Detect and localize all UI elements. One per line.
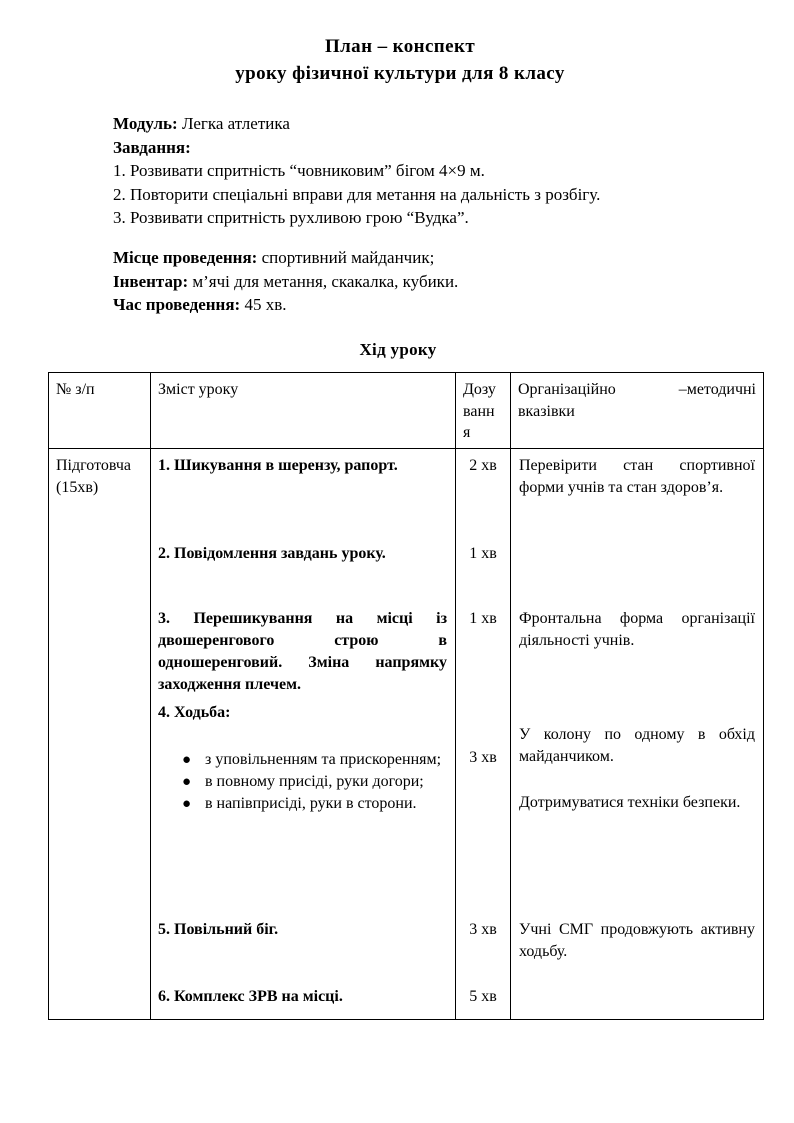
task-item-3: 3. Розвивати спритність рухливою грою “Вудка”. xyxy=(113,208,469,227)
task-item-2: 2. Повторити спеціальні вправи для метання на дальність з розбігу. xyxy=(113,184,601,204)
dose-value-2: 1 хв xyxy=(469,544,497,562)
table-row xyxy=(49,448,764,1019)
duration-row xyxy=(113,293,713,317)
note-1: Перевірити стан спортивної форми учнів та стан здоров’я. xyxy=(519,456,755,496)
module-row xyxy=(113,112,713,136)
task-item-1: 1. Розвивати спритність “човниковим” бігом 4×9 м. xyxy=(113,161,485,180)
note-2: Фронтальна форма організації діяльності учнів. xyxy=(519,609,755,649)
venue-label: Місце проведення: xyxy=(113,248,258,267)
bullet-text-1: з уповільненням та прискоренням; xyxy=(205,750,442,768)
cell-content xyxy=(151,448,456,1019)
dose-value-4: 3 хв xyxy=(469,748,497,766)
content-item-5: 5. Повільний біг. xyxy=(158,920,279,938)
header-notes-line-1a: Організаційно xyxy=(518,381,616,398)
header-cell-content: Зміст уроку xyxy=(151,373,456,449)
duration-value: 45 хв. xyxy=(244,295,287,314)
venue-row xyxy=(113,246,713,270)
list-item xyxy=(158,749,447,771)
module-value: Легка атлетика xyxy=(181,114,290,133)
lesson-plan-table xyxy=(48,372,764,1020)
bullet-icon: ● xyxy=(182,773,192,790)
content-item-1: 1. Шикування в шерензу, рапорт. xyxy=(158,456,398,474)
header-notes-line-2: вказівки xyxy=(518,402,575,420)
list-item xyxy=(158,793,447,815)
section-heading: Хід уроку xyxy=(359,340,437,359)
cell-dose xyxy=(456,448,511,1019)
bullet-text-2: в повному присіді, руки догори; xyxy=(205,772,424,790)
part-duration: (15хв) xyxy=(56,478,99,496)
title-line-2: уроку фізичної культури для 8 класу xyxy=(235,63,565,84)
lesson-meta xyxy=(113,112,713,230)
header-dose-line-1: Дозу xyxy=(463,381,496,398)
bullet-icon: ● xyxy=(182,795,192,812)
title-line-1: План – конспект xyxy=(324,36,476,57)
dose-value-6: 5 хв xyxy=(469,987,497,1005)
tasks-label: Завдання: xyxy=(113,137,191,157)
note-4: Дотримуватися техніки безпеки. xyxy=(519,793,741,811)
venue-value: спортивний майданчик; xyxy=(261,248,435,267)
list-item xyxy=(158,771,447,793)
tasks-heading xyxy=(113,136,713,160)
content-bullet-list xyxy=(158,749,447,815)
content-item-3: 3. Перешикування на місці із двошеренгового строю в одношеренговий. Зміна напрямку заходження плечем. xyxy=(158,609,447,693)
content-item-6: 6. Комплекс ЗРВ на місці. xyxy=(158,987,343,1005)
bullet-icon: ● xyxy=(182,751,192,768)
table-header-row xyxy=(49,373,764,449)
header-notes-line-1b: –методичні xyxy=(678,381,756,398)
venue-block xyxy=(113,246,713,317)
duration-label: Час проведення: xyxy=(113,295,241,314)
inventory-value: м’ячі для метання, скакалка, кубики. xyxy=(192,271,459,291)
inventory-row xyxy=(113,270,713,294)
header-cell-num: № з/п xyxy=(49,373,151,449)
cell-part xyxy=(49,448,151,1019)
content-item-2: 2. Повідомлення завдань уроку. xyxy=(158,544,386,562)
note-5: Учні СМГ продовжують активну ходьбу. xyxy=(519,920,755,960)
content-item-4: 4. Ходьба: xyxy=(158,703,231,721)
header-dose-line-3: я xyxy=(463,424,471,441)
dose-value-5: 3 хв xyxy=(469,920,497,938)
page-title xyxy=(110,33,690,87)
part-name: Підготовча xyxy=(56,456,131,474)
inventory-label: Інвентар: xyxy=(113,271,189,291)
dose-value-3: 1 хв xyxy=(469,609,497,627)
cell-notes xyxy=(511,448,764,1019)
dose-value-1: 2 хв xyxy=(469,456,497,474)
note-3: У колону по одному в обхід майданчиком. xyxy=(519,725,755,765)
header-cell-notes xyxy=(511,373,764,449)
header-cell-dose xyxy=(456,373,511,449)
module-label: Модуль: xyxy=(113,114,178,133)
bullet-text-3: в напівприсіді, руки в сторони. xyxy=(205,794,417,812)
header-dose-line-2: ванн xyxy=(463,402,495,420)
